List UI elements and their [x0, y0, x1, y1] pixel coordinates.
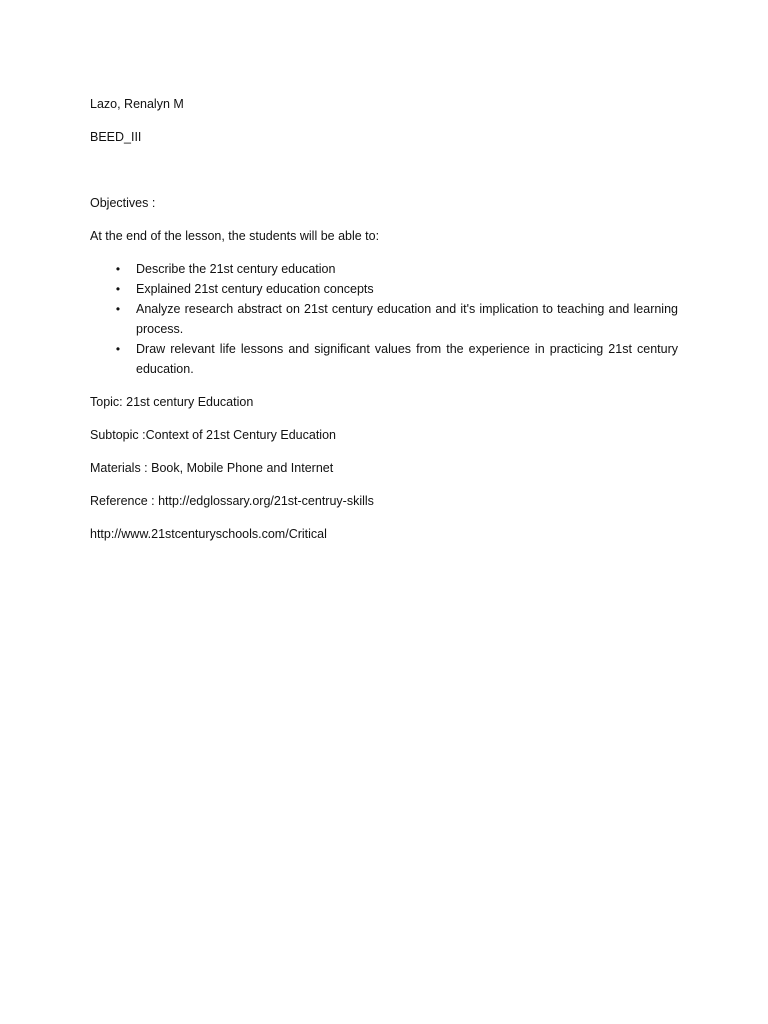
student-name: Lazo, Renalyn M — [90, 97, 184, 111]
document-body — [90, 94, 678, 544]
objectives-intro: At the end of the lesson, the students will be able to: — [90, 229, 380, 243]
objectives-list — [90, 259, 678, 379]
reference-link-line: http://www.21stcenturyschools.com/Critical — [90, 527, 327, 541]
topic-line: Topic: 21st century Education — [90, 395, 254, 409]
list-item-text: Explained 21st century education concepts — [136, 282, 374, 296]
materials-line: Materials : Book, Mobile Phone and Internet — [90, 461, 334, 475]
list-item — [90, 259, 678, 279]
bullet-icon: • — [115, 282, 121, 296]
subtopic-line: Subtopic :Context of 21st Century Education — [90, 428, 336, 442]
reference-line: Reference : http://edglossary.org/21st-centruy-skills — [90, 494, 374, 508]
list-item — [90, 339, 678, 379]
list-item-text: Draw relevant life lessons and significant values from the experience in practicing 21st century education. — [136, 342, 678, 376]
list-item — [90, 299, 678, 339]
list-item — [90, 279, 678, 299]
bullet-icon: • — [115, 342, 121, 356]
student-section: BEED_III — [90, 130, 142, 144]
list-item-text: Describe the 21st century education — [136, 262, 336, 276]
bullet-icon: • — [115, 262, 121, 276]
objectives-heading: Objectives : — [90, 196, 156, 210]
list-item-text: Analyze research abstract on 21st century education and it's implication to teaching and learning process. — [136, 302, 678, 336]
bullet-icon: • — [115, 302, 121, 316]
